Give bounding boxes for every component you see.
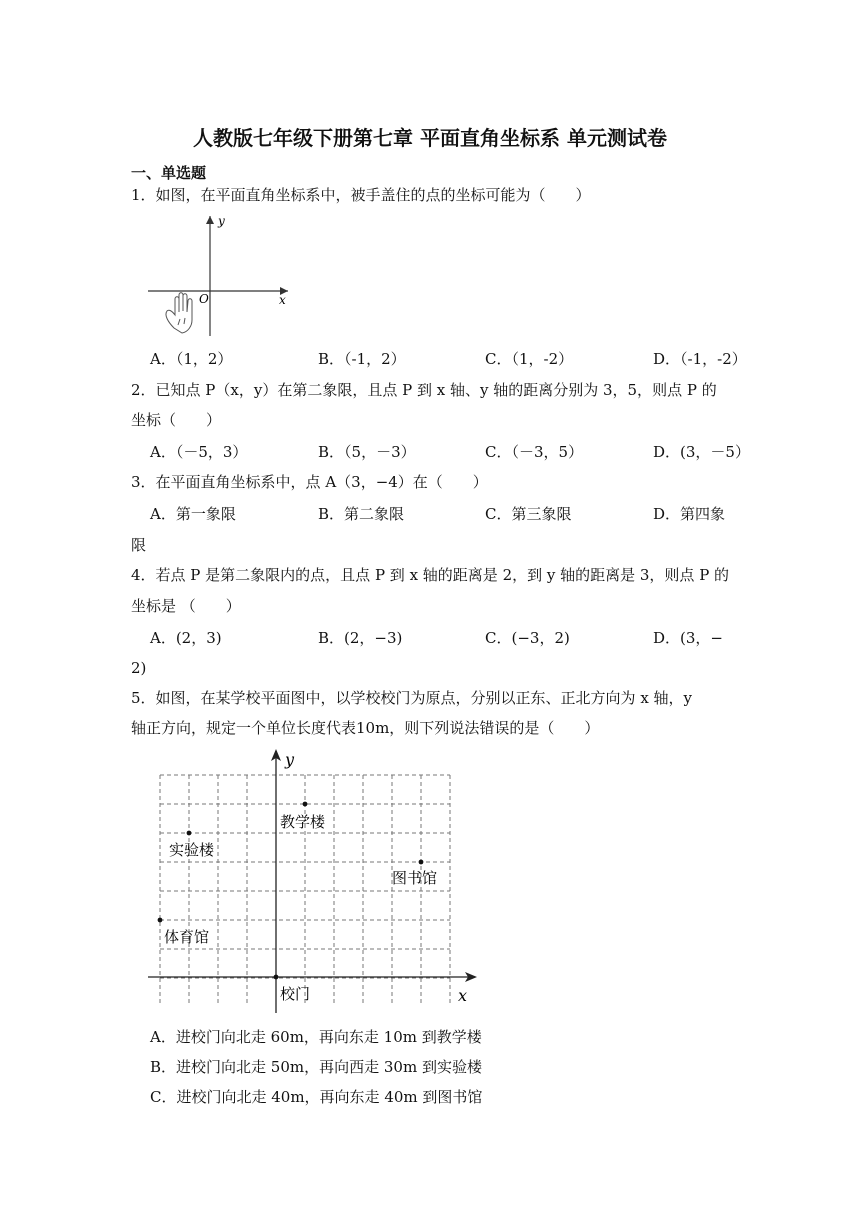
q1-option-c: C．（1，-2）: [485, 350, 574, 368]
q5-y-label: y: [285, 750, 295, 769]
q2-option-c: C．（－3，5）: [485, 443, 584, 461]
q1-origin-label: O: [199, 292, 209, 306]
q5-grid: [160, 775, 450, 1006]
school-gate-label: 校门: [280, 985, 311, 1003]
q4-option-a: A．(2，3): [150, 629, 222, 647]
q2-stem-line2: 坐标（ ）: [131, 411, 222, 429]
q4-option-c: C．(−3，2): [485, 629, 570, 647]
section-heading: 一、单选题: [131, 164, 207, 182]
q4-option-d: D．(3，−: [653, 629, 723, 647]
q1-stem: 1．如图，在平面直角坐标系中，被手盖住的点的坐标可能为（ ）: [131, 186, 591, 204]
hand-icon: [166, 293, 192, 333]
q5-option-a: A．进校门向北走 60m，再向东走 10m 到教学楼: [150, 1028, 482, 1046]
q5-option-b: B．进校门向北走 50m，再向西走 30m 到实验楼: [150, 1058, 482, 1076]
page-title: 人教版七年级下册第七章 平面直角坐标系 单元测试卷: [193, 126, 667, 150]
q3-option-d: D．第四象: [653, 505, 726, 523]
q4-stem-line1: 4．若点 P 是第二象限内的点，且点 P 到 x 轴的距离是 2，到 y 轴的距离是 3，则点 P 的: [131, 566, 730, 584]
gym-label: 体育馆: [164, 928, 210, 946]
library-point: [419, 860, 424, 865]
q3-option-a: A．第一象限: [150, 505, 236, 523]
q2-option-a: A．（－5，3）: [150, 443, 248, 461]
q2-option-b: B．（5，－3）: [318, 443, 416, 461]
q3-stem: 3．在平面直角坐标系中，点 A（3，−4）在（ ）: [131, 473, 488, 491]
q2-option-d: D．(3，－5）: [653, 443, 750, 461]
q1-x-label: x: [279, 293, 286, 307]
school-gate-point: [274, 975, 279, 980]
teaching-building-point: [303, 802, 308, 807]
q2-stem-line1: 2．已知点 P（x，y）在第二象限，且点 P 到 x 轴、y 轴的距离分别为 3，5，则点 P 的: [131, 381, 717, 399]
q5-option-c: C．进校门向北走 40m，再向东走 40m 到图书馆: [150, 1088, 483, 1106]
q1-option-a: A．（1，2）: [150, 350, 233, 368]
q4-stem-line2: 坐标是 （ ）: [131, 597, 241, 615]
q1-y-label: y: [218, 214, 225, 228]
q5-stem-line1: 5．如图，在某学校平面图中，以学校校门为原点，分别以正东、正北方向为 x 轴，y: [131, 689, 693, 707]
q1-option-d: D．（-1，-2）: [653, 350, 747, 368]
lab-building-point: [187, 831, 192, 836]
teaching-building-label: 教学楼: [280, 813, 326, 831]
q1-figure: [148, 212, 293, 340]
q3-option-d-wrap: 限: [131, 536, 147, 554]
q3-option-c: C．第三象限: [485, 505, 572, 523]
q1-y-arrow: [206, 216, 214, 224]
gym-point: [158, 918, 163, 923]
q5-stem-line2: 轴正方向，规定一个单位长度代表10m，则下列说法错误的是（ ）: [131, 719, 600, 737]
q3-option-b: B．第二象限: [318, 505, 405, 523]
library-label: 图书馆: [392, 869, 438, 887]
q5-x-label: x: [458, 986, 468, 1005]
lab-building-label: 实验楼: [169, 841, 215, 859]
q4-option-d-wrap: 2): [131, 659, 147, 677]
q5-campus-map: [140, 745, 485, 1020]
q1-option-b: B．（-1，2）: [318, 350, 406, 368]
q4-option-b: B．(2，−3): [318, 629, 403, 647]
